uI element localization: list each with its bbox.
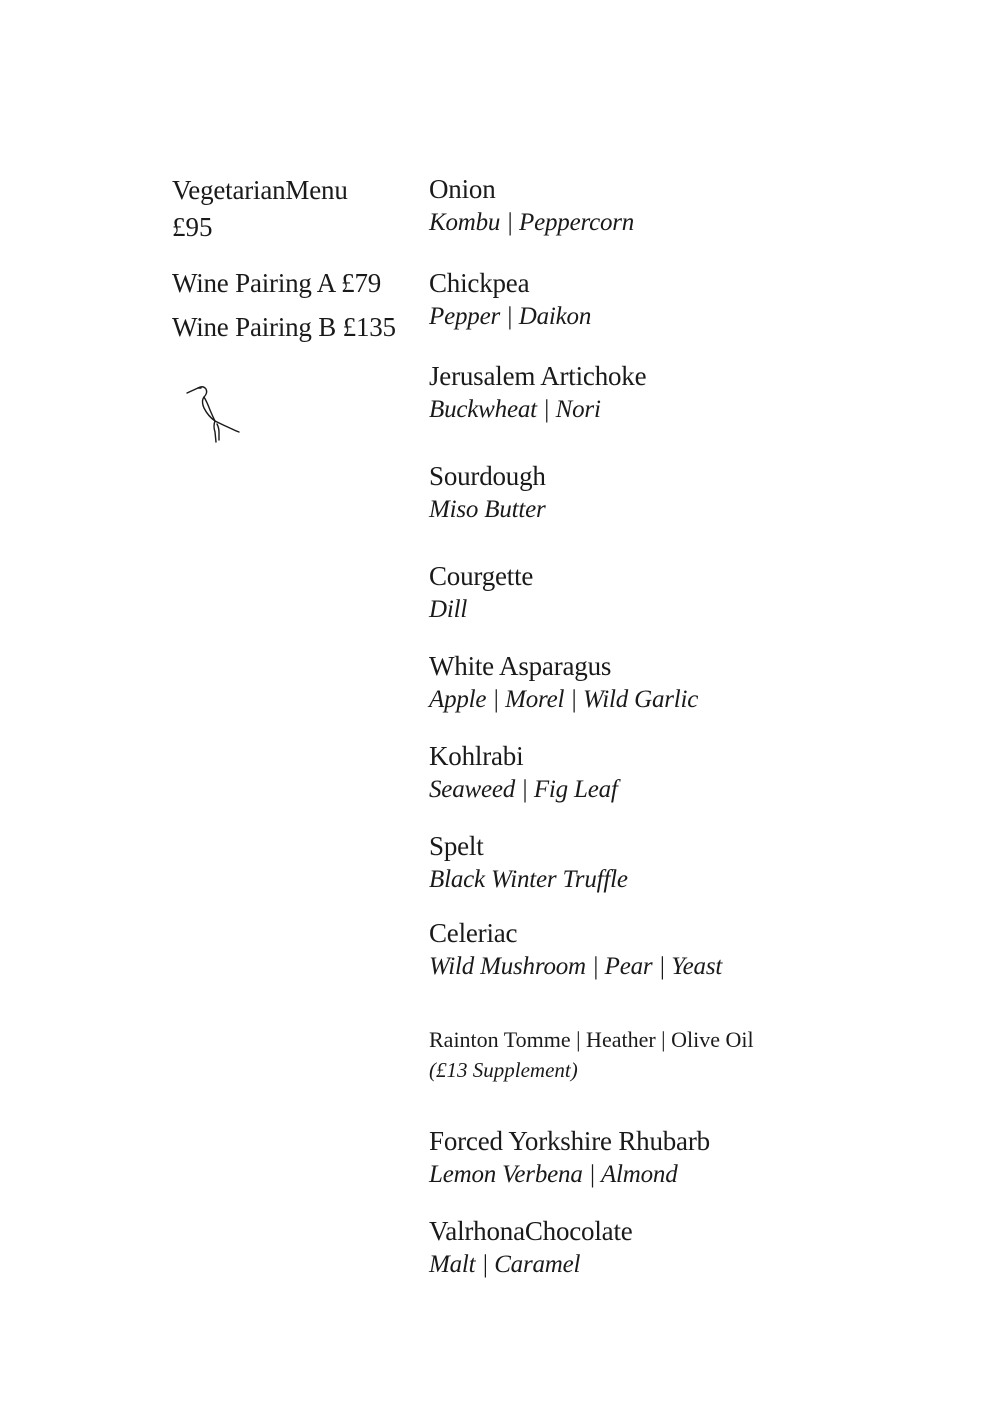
course-name: Rainton Tomme | Heather | Olive Oil — [429, 1027, 754, 1052]
course-description: Apple | Morel | Wild Garlic — [429, 686, 699, 713]
supplement-note: (£13 Supplement) — [429, 1058, 578, 1082]
wine-pairing-a: Wine Pairing A £79 — [172, 268, 382, 298]
course-cheese — [429, 1025, 949, 1085]
menu-price: £95 — [172, 212, 213, 242]
course-name: White Asparagus — [429, 651, 612, 681]
course-kohlrabi — [429, 739, 949, 807]
course-name: Courgette — [429, 561, 534, 591]
course-name: Sourdough — [429, 461, 546, 491]
course-description: Buckwheat | Nori — [429, 396, 601, 423]
course-name: Forced Yorkshire Rhubarb — [429, 1126, 710, 1156]
menu-info — [172, 172, 412, 349]
course-sourdough — [429, 459, 949, 527]
course-courgette — [429, 559, 949, 627]
course-onion — [429, 172, 949, 240]
course-name: Chickpea — [429, 268, 530, 298]
course-description: Wild Mushroom | Pear | Yeast — [429, 953, 723, 980]
course-description: Lemon Verbena | Almond — [429, 1161, 678, 1188]
course-white-asparagus — [429, 649, 949, 717]
course-name: Celeriac — [429, 918, 518, 948]
course-name: Kohlrabi — [429, 741, 524, 771]
course-jerusalem-artichoke — [429, 359, 949, 427]
course-description: Kombu | Peppercorn — [429, 209, 635, 236]
course-description: Seaweed | Fig Leaf — [429, 776, 618, 803]
course-name: ValrhonaChocolate — [429, 1216, 633, 1246]
course-description: Black Winter Truffle — [429, 866, 628, 893]
course-rhubarb — [429, 1124, 949, 1192]
course-description: Malt | Caramel — [429, 1251, 581, 1278]
course-name: Onion — [429, 174, 496, 204]
wine-pairing-b: Wine Pairing B £135 — [172, 312, 396, 342]
course-chickpea — [429, 266, 949, 334]
menu-title: VegetarianMenu — [172, 175, 348, 205]
course-name: Jerusalem Artichoke — [429, 361, 647, 391]
course-celeriac — [429, 916, 949, 984]
course-spelt — [429, 829, 949, 897]
heron-icon — [184, 380, 244, 444]
course-chocolate — [429, 1214, 949, 1282]
course-description: Dill — [429, 596, 468, 623]
course-description: Miso Butter — [429, 496, 546, 523]
course-description: Pepper | Daikon — [429, 303, 592, 330]
course-name: Spelt — [429, 831, 484, 861]
